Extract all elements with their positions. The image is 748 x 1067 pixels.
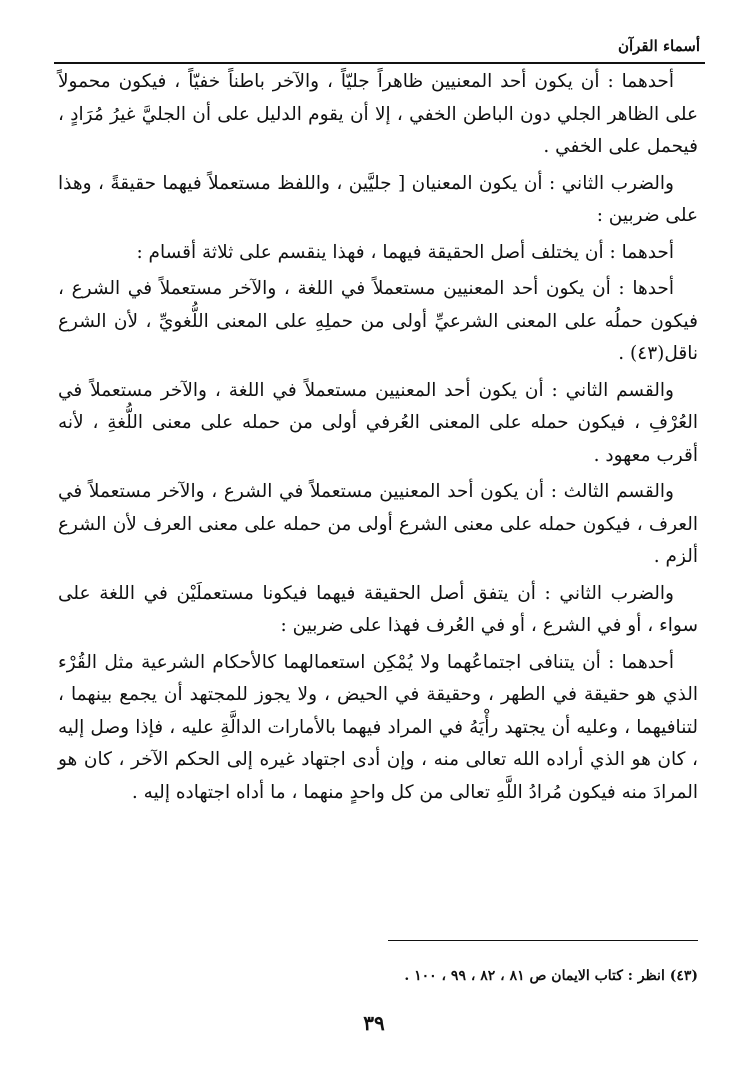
- running-header: أسماء القرآن: [617, 37, 700, 55]
- page-number: ٣٩: [363, 1011, 385, 1035]
- paragraph: أحدهما : أن يختلف أصل الحقيقة فيهما ، فهذا ينقسم على ثلاثة أقسام :: [136, 241, 674, 263]
- paragraph: والقسم الثالث : أن يكون أحد المعنيين مستعملاً في الشرع ، والآخر مستعملاً في العرف ، فيكون حمله على معنى الشرع أولى من حمله على معنى العرف لأن الشرع ألزم .: [58, 481, 698, 567]
- paragraph: أحدها : أن يكون أحد المعنيين مستعملاً في اللغة ، والآخر مستعملاً في الشرع ، فيكون حملُه على المعنى الشرعيِّ أولى من حملِهِ على المعنى اللُّغويِّ ، لأن الشرع ناقل(٤٣) .: [58, 278, 698, 364]
- paragraph: والضرب الثاني : أن يتفق أصل الحقيقة فيهما فيكونا مستعملَيْن في اللغة على سواء ، أو في الشرع ، أو في العُرف فهذا على ضربين :: [58, 582, 698, 636]
- paragraph: والضرب الثاني : أن يكون المعنيان [ جليَّين ، واللفظ مستعملاً فيهما حقيقةً ، وهذا على ضربين :: [58, 172, 698, 226]
- paragraph: أحدهما : أن يكون أحد المعنيين ظاهراً جليّاً ، والآخر باطناً خفيّاً ، فيكون محمولاً على الظاهر الجلي دون الباطن الخفي ، إلا أن يقوم الدليل على أن الجليَّ غيرُ مُرَادٍ ، فيحمل على الخفي .: [58, 71, 698, 157]
- paragraph: أحدهما : أن يتنافى اجتماعُهما ولا يُمْكِن استعمالهما كالأحكام الشرعية مثل القُرْء الذي هو حقيقة في الطهر ، وحقيقة في الحيض ، ولا يجوز للمجتهد أن يجمع بينهما ، لتنافيهما ، وعليه أن يجتهد رأْيَهُ في المراد فيهما بالأمارات الدالَّةِ عليه ، فإذا وصل إليه ، كان هو الذي أراده الله تعالى منه ، وإن أدى اجتهاد غيره إلى الحكم الآخر ، كان هو المرادَ منه فيكون مُرادُ اللَّهِ تعالى من كل واحدٍ منهما ، ما أداه اجتهاده إليه .: [58, 651, 698, 803]
- header-rule: [54, 62, 705, 64]
- paragraph: والقسم الثاني : أن يكون أحد المعنيين مستعملاً في اللغة ، والآخر مستعملاً في العُرْفِ ، فيكون حمله على المعنى العُرفي أولى من حمله على معنى اللُّغةِ ، لأنه أقرب معهود .: [58, 379, 698, 466]
- footnote: (٤٣) انظر : كتاب الايمان ص ٨١ ، ٨٢ ، ٩٩ ، ١٠٠ .: [404, 968, 698, 984]
- footnote-rule: [388, 940, 698, 941]
- body-text: [58, 66, 698, 813]
